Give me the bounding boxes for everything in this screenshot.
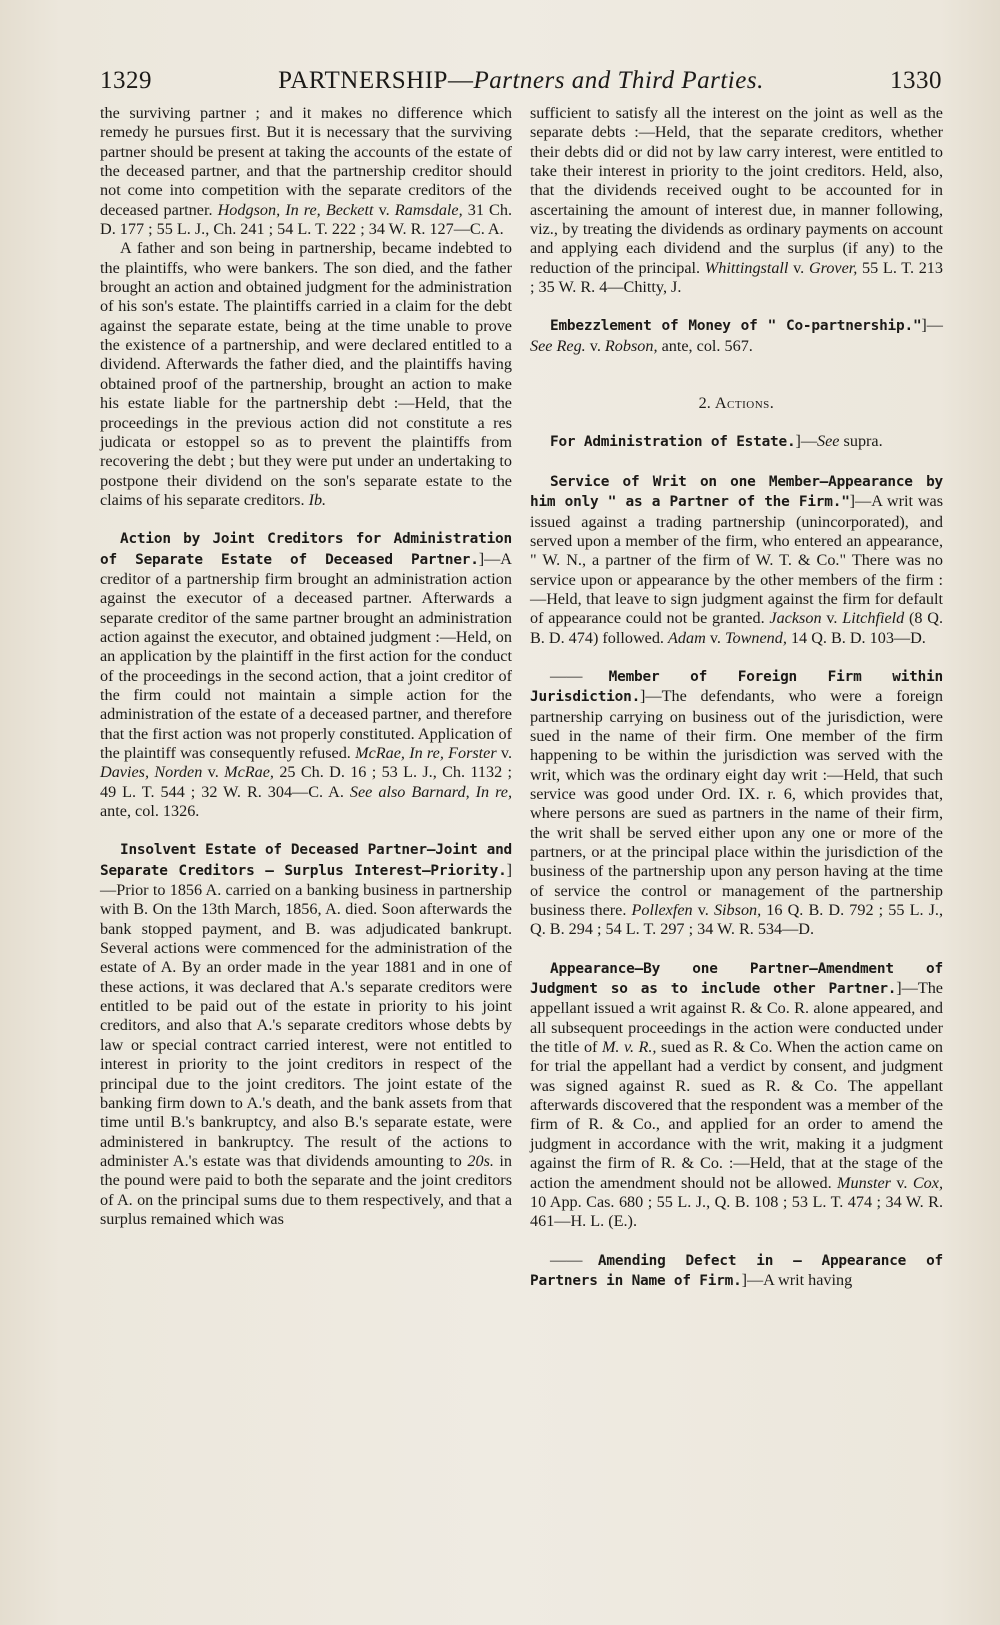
- entry-appearance: Appearance—By one Partner—Amendment of Judgment so as to include other Partner.]—The appellant issued a writ against R. & Co. R. alone appeared, and all subsequent proceedings in the action were conducted under the title of M. v. R., sued as R. & Co. When the action came on for trial the appellant had a verdict by consent, and judgment was signed against R. sued as R. & Co. The appellant afterwards discovered that the respondent was a member of the firm of R. & Co., and applied for an order to amend the judgment in accordance with the writ, making it a judgment against the firm of R. & Co. :—Held, that at the stage of the action the amendment should not be allowed. Munster v. Cox, 10 App. Cas. 680 ; 55 L. J., Q. B. 108 ; 53 L. T. 474 ; 34 W. R. 461—H. L. (E.).: [530, 960, 944, 1231]
- section-heading: 2. Actions.: [698, 394, 775, 413]
- entry-heading: Embezzlement of Money of " Co-partnership.": [550, 318, 922, 335]
- entry-embezzlement: Embezzlement of Money of " Co-partnership."]—See Reg. v. Robson, ante, col. 567.: [530, 316, 943, 355]
- page-header: [100, 62, 942, 100]
- paragraph-father-son: A father and son being in partnership, became indebted to the plaintiffs, who were bankers. The son died, and the father brought an action and obtained judgment for the administration of his son's estate. The plaintiffs carried in a claim for the debt against the separate estate, being at the time unable to prove the existence of a partnership, and were declared entitled to a dividend. Afterwards the father died, and the plaintiffs having obtained proof of the partnership, brought an action to make his estate liable for the partnership debt :—Held, that the proceedings in the previous action did not constitute a res judicata or estoppel so as to prevent the plaintiffs from recovering the debt ; but they were put under an undertaking to postpone their dividend on the son's separate estate to the claims of his separate creditors. Ib.: [100, 239, 512, 509]
- paragraph-continuation: the surviving partner ; and it makes no difference which remedy he pursues first. But it is necessary that the surviving partner should be present at taking the accounts of the estate of the deceased partner, and that the partnership creditor should not come into competition with the separate creditors of the deceased partner. Hodgson, In re, Beckett v. Ramsdale, 31 Ch. D. 177 ; 55 L. J., Ch. 241 ; 54 L. T. 222 ; 34 W. R. 127—C. A.: [100, 104, 512, 239]
- entry-heading: Member of Foreign Firm within Jurisdiction.: [530, 668, 944, 706]
- entry-joint-creditors: Action by Joint Creditors for Administration of Separate Estate of Deceased Partner.]—A creditor of a partnership firm brought an administration action against the executor of a deceased partner. Afterwards a separate creditor of the same partner brought an administration action against the executor, and obtained judgment :—Held, on an application by the plaintiff in the first action for the conduct of the proceedings in the second action, that a joint creditor of the firm could not maintain a simple action for the administration of the estate of a deceased partner, and therefore that the first action was not properly constituted. Application of the plaintiff was consequently refused. McRae, In re, Forster v. Davies, Norden v. McRae, 25 Ch. D. 16 ; 53 L. J., Ch. 1132 ; 49 L. T. 544 ; 32 W. R. 304—C. A. See also Barnard, In re, ante, col. 1326.: [100, 531, 513, 821]
- paragraph-continuation: sufficient to satisfy all the interest on the joint as well as the separate debts :—Held, that the separate creditors, whether their debts did or did not by law carry interest, were entitled to take their interest in priority to the joint creditors. Held, also, that the dividends received ought to be accounted for in ascertaining the amount of interest due, in manner following, viz., by treating the dividends as ordinary payments on account and applying each dividend and the surplus (if any) to the reduction of the principal. Whittingstall v. Grover, 55 L. T. 213 ; 35 W. R. 4—Chitty, J.: [530, 104, 943, 297]
- right-column: [530, 104, 943, 1291]
- entry-insolvent-estate: Insolvent Estate of Deceased Partner—Joint and Separate Creditors — Surplus Interest—Priority.]—Prior to 1856 A. carried on a banking business in partnership with B. On the 13th March, 1856, A. died. Soon afterwards the bank stopped payment, and B. was adjudicated bankrupt. Several actions were commenced for the administration of the estate of A. By an order made in the year 1881 and in one of these actions, it was declared that A.'s separate creditors were entitled to be paid out of the estate in priority to his joint creditors, and also that A.'s separate creditors whose debts by law or special contract carried interest, were not entitled to interest in priority to the joint creditors in respect of the principal due to the joint creditors. The joint estate of the banking firm down to A.'s death, and the bank assets from that time until B.'s bankruptcy, and also B.'s separate estate, were administered in bankruptcy. The result of the actions to administer A.'s estate was that dividends amounting to 20s. in the pound were paid to both the separate and the joint creditors of A. on the principal sums due to them respectively, and that a surplus remained which was: [100, 842, 513, 1228]
- entry-heading: Action by Joint Creditors for Administration of Separate Estate of Deceased Partner.: [100, 531, 512, 568]
- entry-service-of-writ: Service of Writ on one Member—Appearance by him only " as a Partner of the Firm."]—A writ was issued against a trading partnership (unincorporated), and served upon a member of the firm, who entered an appearance, " W. N., a partner of the firm of W. T. & Co." There was no service upon or appearance by the other members of the firm :—Held, that leave to sign judgment against the firm for default of appearance could not be granted. Jackson v. Litchfield (8 Q. B. D. 474) followed. Adam v. Townend, 14 Q. B. D. 103—D.: [530, 473, 943, 647]
- left-column: [100, 104, 512, 1229]
- page-number-left: 1329: [100, 67, 152, 94]
- running-title: PARTNERSHIP—Partners and Third Parties.: [278, 67, 764, 94]
- page-number-right: 1330: [889, 67, 942, 94]
- entry-administration: For Administration of Estate.]—See supra.: [550, 432, 883, 451]
- entry-heading: For Administration of Estate.: [550, 434, 796, 451]
- entry-heading: Insolvent Estate of Deceased Partner—Joint and Separate Creditors — Surplus Interest—Priority.: [100, 842, 512, 879]
- entry-foreign-firm: —— Member of Foreign Firm within Jurisdiction.]—The defendants, who were a foreign partnership carrying on business out of the jurisdiction, were sued in the name of their firm. One member of the firm happening to be within the jurisdiction was served with the writ, which was the ordinary eight day writ :—Held, that such service was good under Ord. IX. r. 6, which provides that, where persons are sued as partners in the name of their firm, the writ shall be served either upon any one or more of the partners, or at the principal place within the jurisdiction of the business of the partnership upon any person having at the time of service the control or management of the partnership business there. Pollexfen v. Sibson, 16 Q. B. D. 792 ; 55 L. J., Q. B. 294 ; 54 L. T. 297 ; 34 W. R. 534—D.: [530, 666, 944, 939]
- entry-heading: Service of Writ on one Member—Appearance by him only " as a Partner of the Firm.": [530, 473, 943, 511]
- entry-amending-defect: —— Amending Defect in — Appearance of Partners in Name of Firm.]—A writ having: [530, 1250, 943, 1289]
- entry-heading: Amending Defect in — Appearance of Partners in Name of Firm.: [530, 1252, 943, 1289]
- entry-heading: Appearance—By one Partner—Amendment of Judgment so as to include other Partner.: [530, 960, 943, 998]
